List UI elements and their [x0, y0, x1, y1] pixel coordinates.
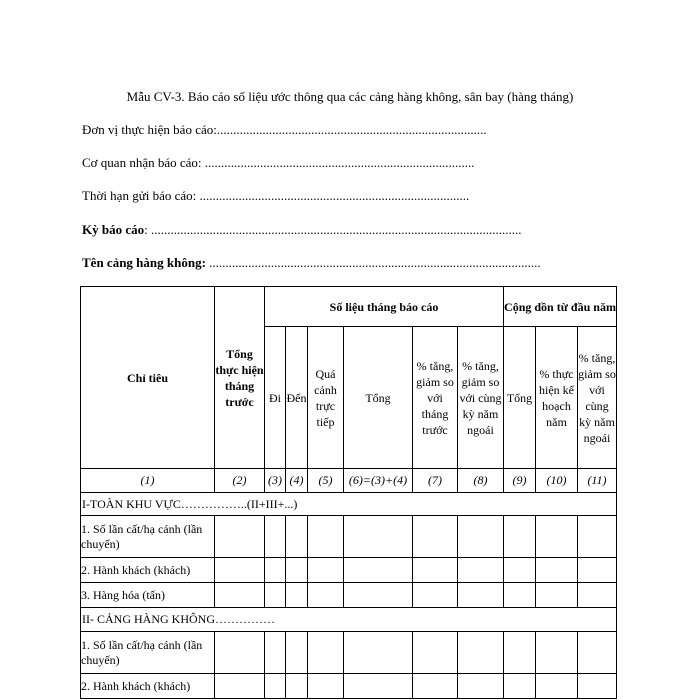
form-title: Mẫu CV-3. Báo cáo số liệu ước thông qua các cảng hàng không, sân bay (hàng tháng) — [126, 89, 574, 104]
data-cell — [504, 632, 536, 674]
field-label: Kỳ báo cáo — [82, 222, 145, 237]
column-number: (6)=(3)+(4) — [344, 469, 413, 493]
column-number: (2) — [215, 469, 265, 493]
data-cell — [578, 516, 617, 558]
header-tong-thuc-hien: Tổng thực hiện tháng trước — [215, 287, 265, 469]
data-cell — [413, 516, 458, 558]
data-cell — [344, 558, 413, 583]
row-label: 1. Số lần cất/hạ cánh (lần chuyến) — [81, 632, 215, 674]
data-cell — [458, 632, 504, 674]
row-label: 3. Hàng hóa (tấn) — [81, 583, 215, 608]
field-label: Đơn vị thực hiện báo cáo: — [82, 122, 217, 137]
field-dots: ................................................................................... — [204, 155, 475, 170]
data-cell — [265, 674, 286, 699]
field-dots: ................................................................................... — [216, 122, 487, 137]
data-cell — [578, 632, 617, 674]
data-cell — [344, 674, 413, 699]
data-cell — [265, 583, 286, 608]
header-tong: Tổng — [344, 327, 413, 469]
header-pct-cung-ky-cong-don: % tăng, giảm so với cùng kỳ năm ngoái — [578, 327, 617, 469]
column-number: (1) — [81, 469, 215, 493]
field-dots: ................................................................................... — [199, 188, 470, 203]
data-cell — [344, 632, 413, 674]
data-cell — [215, 674, 265, 699]
data-cell — [344, 583, 413, 608]
data-cell — [286, 674, 308, 699]
data-cell — [413, 674, 458, 699]
data-cell — [504, 583, 536, 608]
column-number: (3) — [265, 469, 286, 493]
field-label: Tên cảng hàng không: — [82, 255, 206, 270]
section-title: I-TOÀN KHU VỰC……………..(II+III+...) — [81, 493, 617, 516]
header-pct-ke-hoach: % thực hiện kế hoạch năm — [536, 327, 578, 469]
data-cell — [536, 583, 578, 608]
row-label: 2. Hành khách (khách) — [81, 558, 215, 583]
column-number: (5) — [308, 469, 344, 493]
data-cell — [413, 583, 458, 608]
header-pct-cung-ky: % tăng, giảm so với cùng kỳ năm ngoái — [458, 327, 504, 469]
data-cell — [308, 632, 344, 674]
data-cell — [286, 583, 308, 608]
data-cell — [215, 558, 265, 583]
data-cell — [536, 558, 578, 583]
header-so-lieu-thang: Số liệu tháng báo cáo — [265, 287, 504, 327]
data-cell — [578, 674, 617, 699]
data-cell — [265, 516, 286, 558]
data-cell — [286, 558, 308, 583]
field-label: Cơ quan nhận báo cáo: — [82, 155, 205, 170]
data-cell — [504, 558, 536, 583]
data-cell — [458, 558, 504, 583]
data-cell — [578, 558, 617, 583]
data-cell — [215, 583, 265, 608]
data-cell — [344, 516, 413, 558]
column-number: (10) — [536, 469, 578, 493]
column-number: (11) — [578, 469, 617, 493]
data-cell — [536, 674, 578, 699]
header-chi-tieu: Chỉ tiêu — [81, 287, 215, 469]
data-cell — [308, 583, 344, 608]
field-deadline — [82, 188, 469, 204]
data-cell — [413, 632, 458, 674]
report-table — [80, 286, 617, 699]
column-number: (9) — [504, 469, 536, 493]
data-cell — [265, 558, 286, 583]
data-cell — [308, 674, 344, 699]
data-cell — [536, 632, 578, 674]
data-cell — [215, 632, 265, 674]
column-number: (7) — [413, 469, 458, 493]
data-cell — [458, 516, 504, 558]
field-airport-name — [82, 255, 541, 271]
row-label: 2. Hành khách (khách) — [81, 674, 215, 699]
data-cell — [286, 632, 308, 674]
field-reporting-period — [82, 222, 522, 238]
data-cell — [215, 516, 265, 558]
data-cell — [458, 674, 504, 699]
data-cell — [413, 558, 458, 583]
column-number: (4) — [286, 469, 308, 493]
row-label: 1. Số lần cất/hạ cánh (lần chuyến) — [81, 516, 215, 558]
header-tong-cong-don: Tổng — [504, 327, 536, 469]
header-den: Đến — [286, 327, 308, 469]
field-dots: : .................................................................................................................. — [144, 222, 522, 237]
data-cell — [578, 583, 617, 608]
field-label: Thời hạn gửi báo cáo: — [82, 188, 200, 203]
column-number: (8) — [458, 469, 504, 493]
data-cell — [458, 583, 504, 608]
field-reporting-unit — [82, 122, 487, 138]
section-title: II- CẢNG HÀNG KHÔNG…………… — [81, 608, 617, 632]
header-qua-canh: Quá cảnh trực tiếp — [308, 327, 344, 469]
data-cell — [504, 516, 536, 558]
field-receiving-agency — [82, 155, 475, 171]
header-pct-thang-truoc: % tăng, giảm so với tháng trước — [413, 327, 458, 469]
data-cell — [265, 632, 286, 674]
field-dots: ...................................................................................................... — [205, 255, 541, 270]
data-cell — [308, 558, 344, 583]
data-cell — [504, 674, 536, 699]
header-di: Đi — [265, 327, 286, 469]
data-cell — [536, 516, 578, 558]
header-cong-don: Cộng dồn từ đầu năm — [504, 287, 617, 327]
data-cell — [286, 516, 308, 558]
data-cell — [308, 516, 344, 558]
